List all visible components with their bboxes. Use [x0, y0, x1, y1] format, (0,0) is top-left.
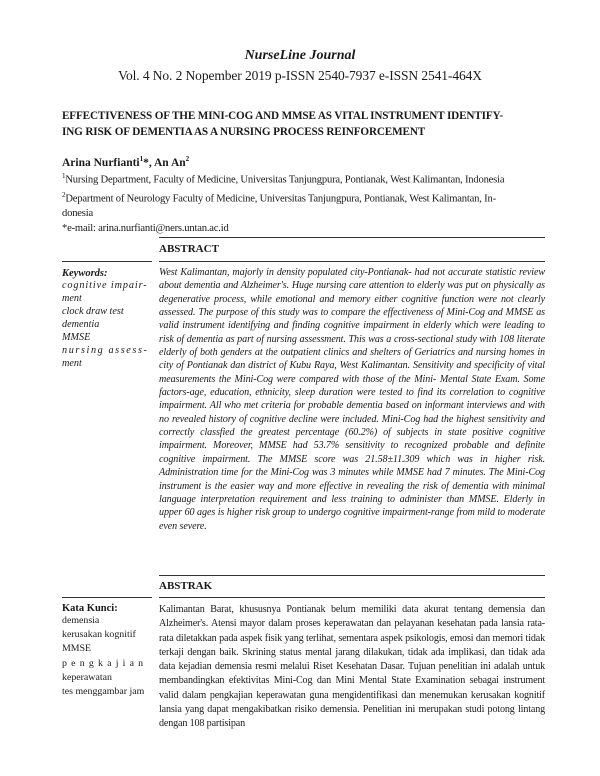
keyword: MMSE — [62, 332, 91, 343]
abstrak-heading: ABSTRAK — [159, 580, 213, 592]
paper-title — [62, 108, 544, 140]
affiliation-1-mark: 1 — [62, 172, 66, 180]
title-line-2: ING RISK OF DEMENTIA AS A NURSING PROCESS REINFORCEMENT — [62, 126, 426, 138]
corresponding-mark: * — [143, 156, 149, 169]
keywords-list — [62, 279, 154, 370]
journal-name: NurseLine Journal — [244, 48, 356, 63]
keyword: tes menggambar jam — [62, 686, 145, 698]
abstract-body: West Kalimantan, majorly in density populated city-Pontianak- had not accurate statistic review about dementia and Alzheimer's. Huge nursing care attention to elderly was put on physically as degenerative process, while emotional and memory either cognitive function were not clearly assessed. The purpose of this study was to compare the effectiveness of Mini-Cog and MMSE as valid instrument identifying and finding cognitive impairment in elderly which were leading to risk of dementia as part of nursing assessment. This was a cross-sectional study with 108 literate elderly of both genders at the outpatient clinics and shelters of Geriatrics and nursing homes in city of Pontianak dan district of Kubu Raya, West Kalimantan. Sensitivity and specificity of vital measurements the Mini-Cog were compared with those of the Mini- Mental State Exam. Some factors-age, education, ethnicity, sleep duration were tested to find its correlation to cognitive impairment. All who met criteria for probable dementia based on informant interviews and with no revealed history of cognitive decline were included. Mini-Cog had the highest sensitivity and correctly classfied the greatest percentage (60.2%) of subjects in state positive cognitive impairment. Moreover, MMSE had 53.7% sensitivity to recognized probable and definite cognitive impairment. The MMSE score was 21.58±11.309 which was in higher risk. Administration time for the Mini-Cog was 3 minutes while MMSE had 7 minutes. The Mini-Cog instrument is the easier way and more effective in revealing the risk of dementia with minimal language interpretation requirement and less training to administer than MMSE. Elderly in upper 60 ages is higher risk group to undergo cognitive impairment-range from mild to moderate even severe. — [159, 267, 545, 532]
keyword: ment — [62, 293, 82, 304]
author-list — [62, 155, 189, 169]
affiliation-2-text: Department of Neurology Faculty of Medicine, Universitas Tanjungpura, Pontianak, West Kalimantan, In- — [65, 193, 496, 205]
author-2-affil-mark: 2 — [185, 155, 190, 163]
keyword: nursing assess- — [62, 345, 149, 356]
affiliation-1-text: Nursing Department, Faculty of Medicine, Universitas Tanjungpura, Pontianak, West Kalimantan, Indonesia — [65, 174, 505, 186]
kata-kunci-list — [62, 614, 154, 699]
keywords-column — [62, 266, 154, 370]
affiliations — [62, 169, 547, 236]
abstrak-top-rule — [159, 575, 545, 576]
keyword: MMSE — [62, 643, 92, 655]
keyword: pengkajian — [62, 657, 148, 669]
keywords-top-rule — [62, 261, 152, 262]
abstrak-body: Kalimantan Barat, khususnya Pontianak belum memiliki data akurat tentang demensia dan Alzheimer's. Atensi mayor dalam proses keperawatan dan pelayanan kesehatan pada lansia rata-rata diletakkan pada aspek fisik yang terlihat, sementara aspek psikologis, emosi dan memori tidak terkaji dengan baik. Skrining status mental jarang dilakukan, tidak ada implikasi, dan tidak ada data kejadian demensia resmi melalui Riset Kesehatan Dasar. Tujuan penelitian ini adalah untuk membandingkan efektivitas Mini-Cog dan Mini Mental State Examination sebagai instrument valid dalam pengkajian keperawatan guna mengidentifikasi dan menemukan kerusakan kognitif lansia yang dapat mengakibatkan risiko demensia. Penelitian ini merupakan studi potong lintang dengan 108 partisipan — [159, 604, 545, 730]
keyword: demensia — [62, 615, 100, 626]
journal-volume-issn: Vol. 4 No. 2 Nopember 2019 p-ISSN 2540-7937 e-ISSN 2541-464X — [118, 68, 482, 83]
affiliation-2-mark: 2 — [62, 190, 66, 199]
keywords-heading: Keywords: — [62, 268, 108, 279]
corresponding-email: *e-mail: arina.nurfianti@ners.untan.ac.id — [62, 223, 229, 235]
keyword: cognitive impair- — [62, 280, 148, 291]
author-1-affil-mark: 1 — [139, 155, 144, 163]
author-separator: , — [148, 156, 154, 169]
keyword: kerusakan kognitif — [62, 629, 136, 641]
affiliation-2-cont: donesia — [62, 208, 93, 220]
abstrak-heading-rule — [159, 597, 545, 598]
keyword: dementia — [62, 319, 100, 330]
kata-kunci-top-rule — [62, 597, 152, 598]
kata-kunci-heading: Kata Kunci: — [62, 603, 118, 614]
title-line-1: EFFECTIVENESS OF THE MINI-COG AND MMSE AS VITAL INSTRUMENT IDENTIFY- — [62, 110, 504, 122]
abstract-heading-rule — [159, 261, 545, 262]
author-1: Arina Nurfianti — [62, 156, 140, 169]
keyword: clock draw test — [62, 306, 124, 317]
abstract-top-rule — [159, 237, 545, 238]
kata-kunci-column — [62, 603, 154, 699]
keyword: keperawatan — [62, 671, 112, 683]
affiliation-2 — [62, 188, 547, 207]
affiliation-1 — [62, 169, 547, 188]
abstract-heading: ABSTRACT — [159, 243, 219, 255]
keyword: ment — [62, 358, 82, 369]
author-2: An An — [154, 156, 186, 169]
